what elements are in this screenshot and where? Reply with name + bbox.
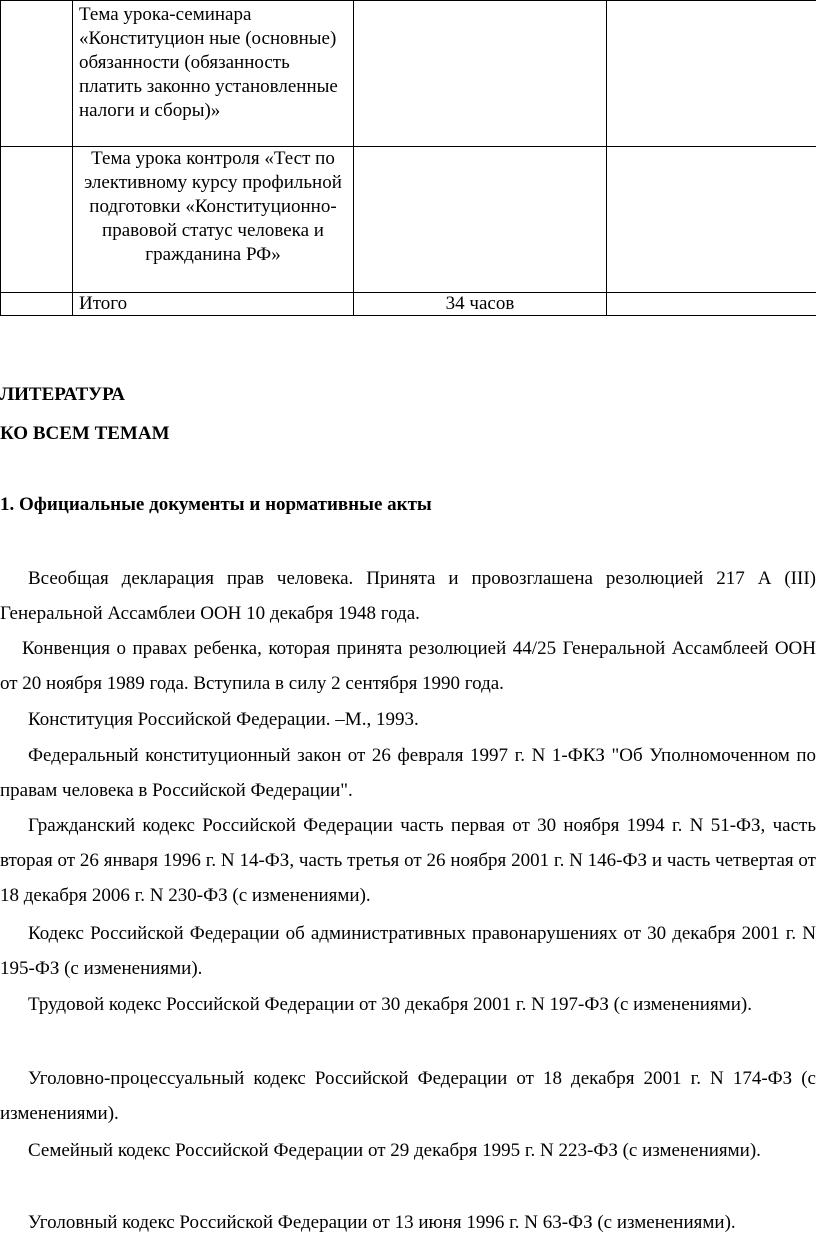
table-cell-notes bbox=[607, 293, 816, 316]
table-cell-hours bbox=[354, 1, 607, 147]
table-cell-topic: Тема урока контроля «Тест по элективному курсу профильной подготовки «Конституционно-правовой статус человека и гражданина РФ» bbox=[73, 147, 354, 293]
literature-item: Гражданский кодекс Российской Федерации часть первая от 30 ноября 1994 г. N 51-ФЗ, часть вторая от 26 января 1996 г. N 14-ФЗ, часть третья от 26 ноября 2001 г. N 146-ФЗ и часть четвертая от 18 декабря 2006 г. N 230-ФЗ (с изменениями). bbox=[0, 815, 816, 906]
table-row-total bbox=[1, 293, 816, 316]
table-cell-number bbox=[1, 1, 73, 147]
literature-item: Федеральный конституционный закон от 26 февраля 1997 г. N 1-ФКЗ "Об Уполномоченном по правам человека в Российской Федерации". bbox=[0, 745, 816, 801]
literature-item: Трудовой кодекс Российской Федерации от 30 декабря 2001 г. N 197-ФЗ (с изменениями). bbox=[28, 994, 752, 1015]
literature-item: Семейный кодекс Российской Федерации от 29 декабря 1995 г. N 223-ФЗ (с изменениями). bbox=[28, 1140, 761, 1161]
literature-item: Уголовный кодекс Российской Федерации от 13 июня 1996 г. N 63-ФЗ (с изменениями). bbox=[28, 1212, 736, 1233]
curriculum-table bbox=[0, 0, 816, 316]
table-cell-notes bbox=[607, 1, 816, 147]
literature-subtitle: КО ВСЕМ ТЕМАМ bbox=[0, 423, 170, 444]
table-cell-notes bbox=[607, 147, 816, 293]
table-row bbox=[1, 147, 816, 293]
literature-item: Уголовно-процессуальный кодекс Российской Федерации от 18 декабря 2001 г. N 174-ФЗ (с изменениями). bbox=[0, 1068, 816, 1124]
literature-item: Всеобщая декларация прав человека. Принята и провозглашена резолюцией 217 А (III) Генеральной Ассамблеи ООН 10 декабря 1948 года. bbox=[0, 568, 816, 624]
literature-item: Конституция Российской Федерации. –М., 1993. bbox=[28, 709, 419, 730]
table-cell-number bbox=[1, 293, 73, 316]
literature-item: Конвенция о правах ребенка, которая принята резолюцией 44/25 Генеральной Ассамблеей ООН от 20 ноября 1989 года. Вступила в силу 2 сентября 1990 года. bbox=[0, 638, 816, 694]
total-label: Итого bbox=[73, 293, 354, 316]
total-hours: 34 часов bbox=[354, 293, 607, 316]
table-cell-topic: Тема урока-семинара «Конституцион ные (основные) обязанности (обязанность платить законно установленные налоги и сборы)» bbox=[73, 1, 354, 147]
table-cell-hours bbox=[354, 147, 607, 293]
table-row bbox=[1, 1, 816, 147]
table-cell-number bbox=[1, 147, 73, 293]
literature-item: Кодекс Российской Федерации об административных правонарушениях от 30 декабря 2001 г. N 195-ФЗ (с изменениями). bbox=[0, 923, 816, 979]
literature-title: ЛИТЕРАТУРА bbox=[0, 384, 126, 405]
section-heading: 1. Официальные документы и нормативные акты bbox=[0, 494, 432, 515]
